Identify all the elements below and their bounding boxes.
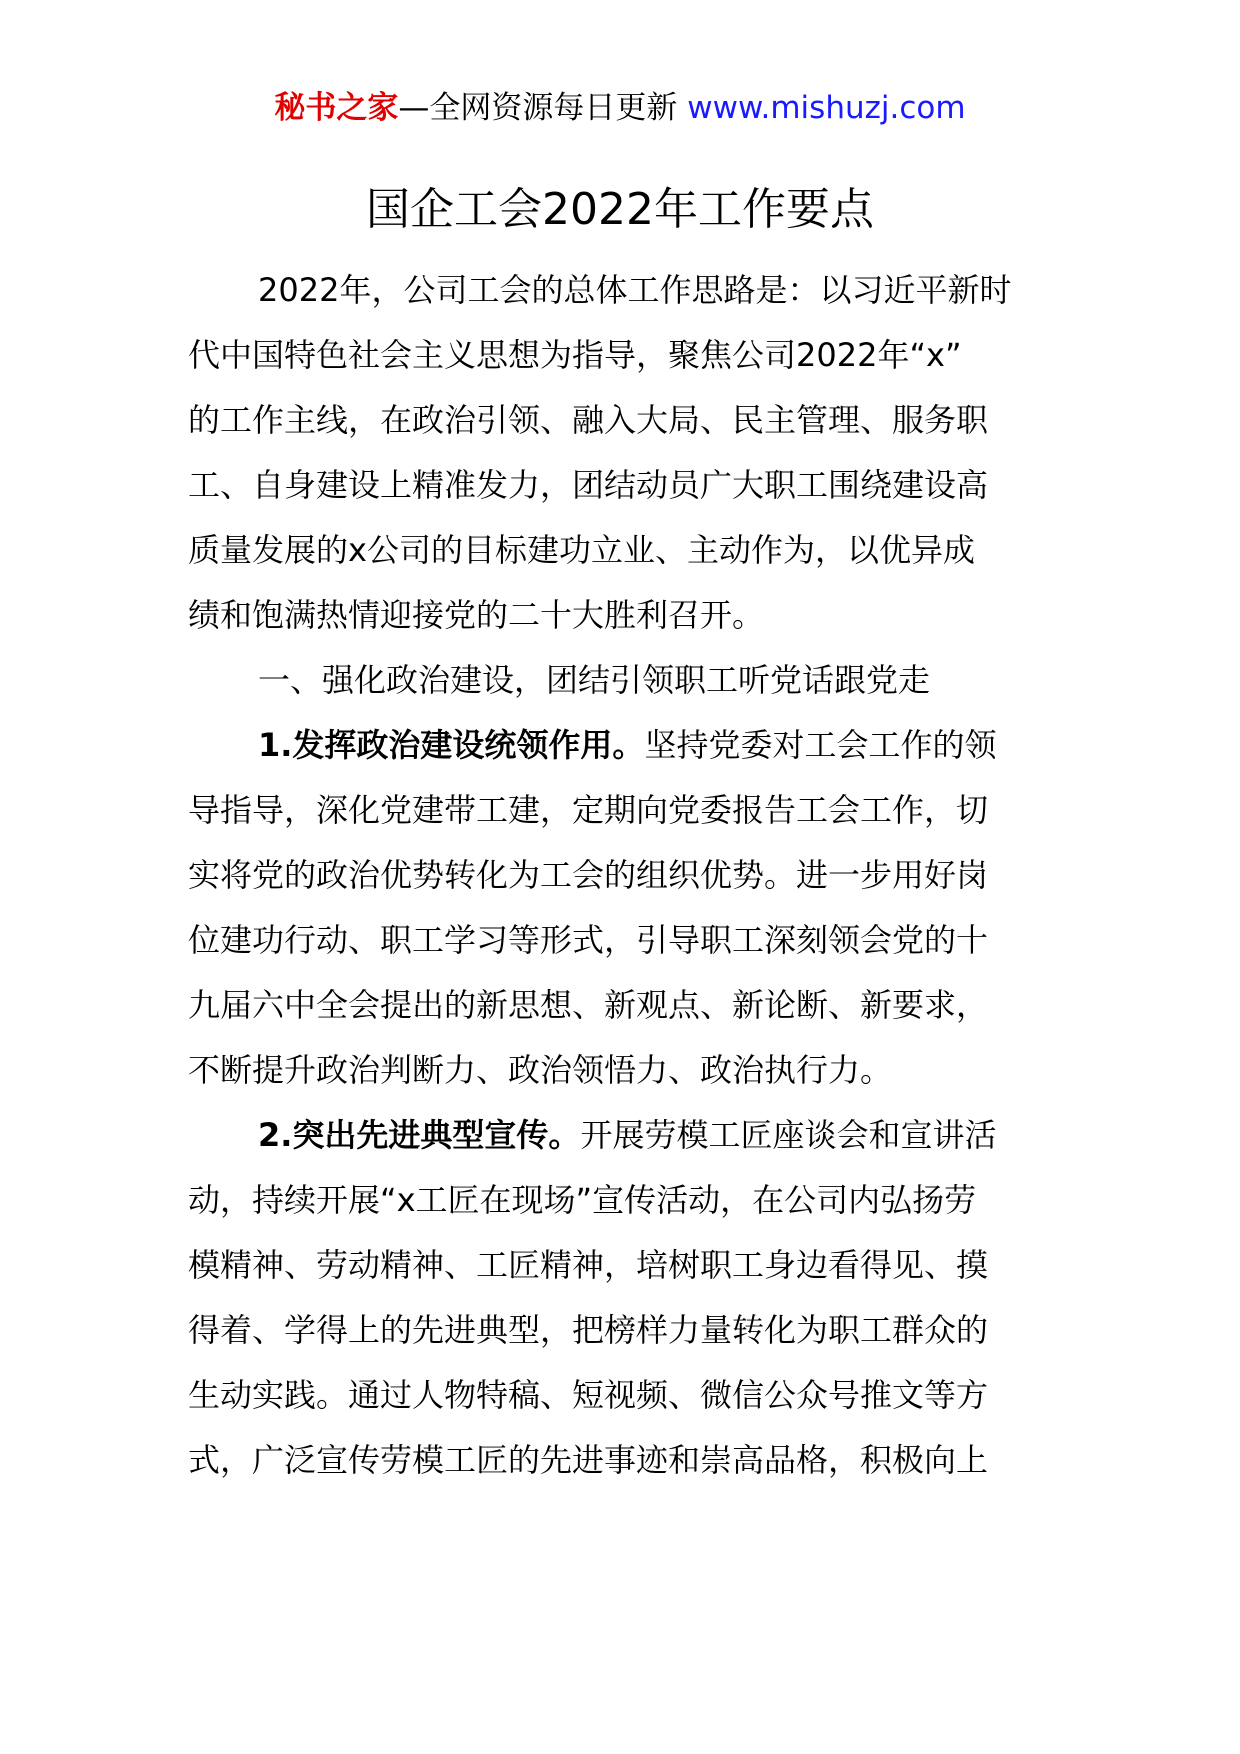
- item-2-line: 式，广泛宣传劳模工匠的先进事迹和崇高品格，积极向上: [188, 1441, 989, 1479]
- section-heading: 一、强化政治建设，团结引领职工听党话跟党走: [258, 661, 931, 699]
- item-1-line: 导指导，深化党建带工建，定期向党委报告工会工作，切: [188, 791, 989, 829]
- item-1-lead: 1.发挥政治建设统领作用。: [258, 726, 645, 764]
- intro-line: 质量发展的x公司的目标建功立业、主动作为，以优异成: [188, 531, 975, 569]
- intro-line: 绩和饱满热情迎接党的二十大胜利召开。: [188, 596, 765, 634]
- item-1-first-line: [188, 713, 1068, 778]
- item-1-line: 九届六中全会提出的新思想、新观点、新论断、新要求，: [188, 986, 989, 1024]
- document-title: 国企工会2022年工作要点: [366, 184, 874, 235]
- item-2-line: 动，持续开展“x工匠在现场”宣传活动，在公司内弘扬劳: [188, 1181, 977, 1219]
- brand-name: 秘书之家: [274, 90, 399, 126]
- item-2-line: 得着、学得上的先进典型，把榜样力量转化为职工群众的: [188, 1311, 989, 1349]
- item-1-line: 实将党的政治优势转化为工会的组织优势。进一步用好岗: [188, 856, 989, 894]
- header-tagline: —全网资源每日更新: [398, 90, 688, 126]
- item-2-line: 模精神、劳动精神、工匠精神，培树职工身边看得见、摸: [188, 1246, 989, 1284]
- intro-line: 的工作主线，在政治引领、融入大局、民主管理、服务职: [188, 401, 989, 439]
- site-header: [0, 86, 1240, 130]
- item-2-line: 生动实践。通过人物特稿、短视频、微信公众号推文等方: [188, 1376, 989, 1414]
- item-2-first-line-rest: 开展劳模工匠座谈会和宣讲活: [580, 1116, 997, 1154]
- intro-line: 2022年，公司工会的总体工作思路是：以习近平新时: [258, 271, 1012, 309]
- item-1-first-line-rest: 坚持党委对工会工作的领: [644, 726, 997, 764]
- item-2-first-line: [188, 1103, 1068, 1168]
- item-1-line: 位建功行动、职工学习等形式，引导职工深刻领会党的十: [188, 921, 989, 959]
- item-2-lead: 2.突出先进典型宣传。: [258, 1116, 581, 1154]
- item-1-line: 不断提升政治判断力、政治领悟力、政治执行力。: [188, 1051, 893, 1089]
- intro-line: 代中国特色社会主义思想为指导，聚焦公司2022年“x”: [188, 336, 962, 374]
- intro-line: 工、自身建设上精准发力，团结动员广大职工围绕建设高: [188, 466, 989, 504]
- site-url-link[interactable]: www.mishuzj.com: [687, 90, 966, 126]
- document-body: [188, 258, 1068, 1493]
